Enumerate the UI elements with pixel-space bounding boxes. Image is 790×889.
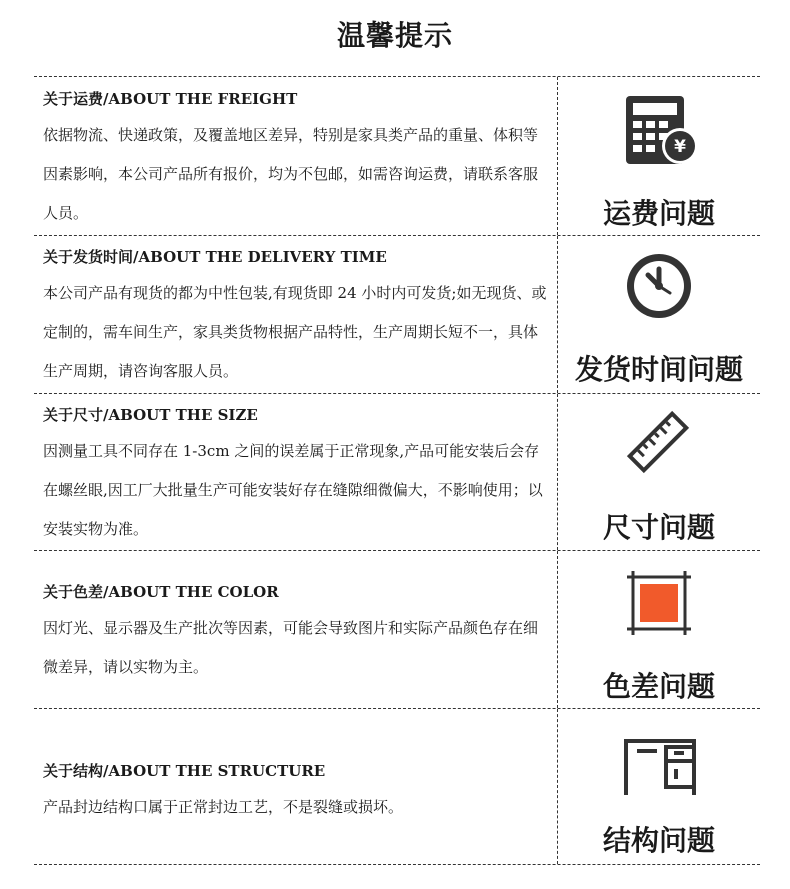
delivery-body: 本公司产品有现货的都为中性包装,有现货即 24 小时内可发货;如无现货、或定制的，需车间生产，家具类货物根据产品特性，生产周期长短不一，具体生产周期，请咨询客服人员。 — [43, 284, 547, 380]
color-heading: 关于色差/ABOUT THE COLOR — [43, 583, 279, 601]
structure-text-cell — [34, 709, 558, 864]
delivery-heading: 关于发货时间/ABOUT THE DELIVERY TIME — [43, 248, 387, 266]
color-text-cell — [34, 551, 558, 708]
color-icon-cell — [558, 551, 760, 708]
structure-label: 结构问题 — [602, 824, 715, 857]
notice-table — [34, 76, 760, 865]
structure-heading: 关于结构/ABOUT THE STRUCTURE — [43, 762, 326, 780]
size-label: 尺寸问题 — [602, 511, 715, 544]
freight-label: 运费问题 — [602, 197, 715, 230]
color-swatch-icon — [623, 567, 695, 639]
clock-icon — [624, 251, 694, 321]
freight-heading: 关于运费/ABOUT THE FREIGHT — [43, 90, 298, 108]
structure-section — [34, 709, 760, 865]
size-body: 因测量工具不同存在 1-3cm 之间的误差属于正常现象,产品可能安装后会存在螺丝眼,因工厂大批量生产可能安装好存在缝隙细微偏大，不影响使用；以安装实物为准。 — [43, 442, 543, 538]
calculator-yuan-icon — [624, 94, 700, 166]
delivery-text-cell — [34, 236, 558, 393]
desk-icon — [622, 737, 698, 797]
freight-icon-cell — [558, 77, 760, 235]
size-text-cell — [34, 394, 558, 550]
delivery-icon-cell — [558, 236, 760, 393]
svg-text:¥: ¥ — [674, 137, 686, 157]
structure-icon-cell — [558, 709, 760, 864]
size-section — [34, 394, 760, 551]
size-icon-cell — [558, 394, 760, 550]
page-title: 温馨提示 — [336, 19, 453, 52]
color-body: 因灯光、显示器及生产批次等因素，可能会导致图片和实际产品颜色存在细微差异，请以实物为主。 — [43, 619, 539, 676]
freight-body: 依据物流、快递政策，及覆盖地区差异，特别是家具类产品的重量、体积等因素影响，本公司产品所有报价，均为不包邮，如需咨询运费，请联系客服人员。 — [43, 126, 539, 222]
ruler-icon — [626, 410, 690, 474]
delivery-label: 发货时间问题 — [574, 353, 743, 386]
color-label: 色差问题 — [602, 670, 715, 703]
freight-section — [34, 77, 760, 236]
color-section — [34, 551, 760, 709]
freight-text-cell — [34, 77, 558, 235]
structure-body: 产品封边结构口属于正常封边工艺，不是裂缝或损坏。 — [43, 798, 404, 816]
delivery-section — [34, 236, 760, 394]
size-heading: 关于尺寸/ABOUT THE SIZE — [43, 406, 258, 424]
